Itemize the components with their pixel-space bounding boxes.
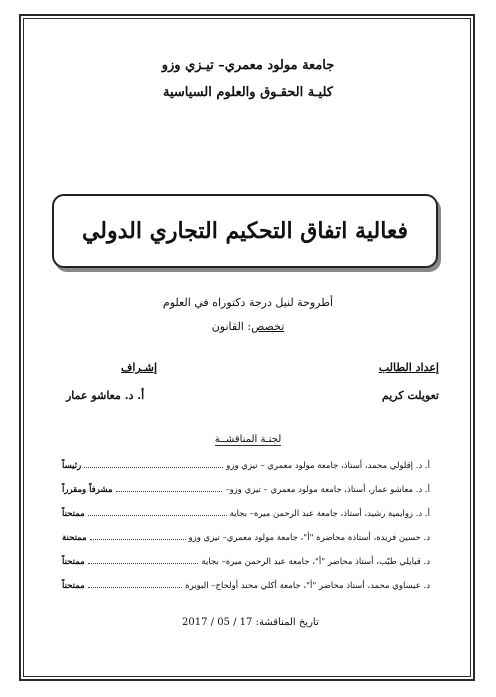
university-name: جامعة مولود معمري– تيـزي وزو bbox=[161, 58, 335, 73]
member-role: ممتحناً bbox=[62, 581, 85, 591]
member-name: أ. د. معاشو عمار، أستاذ، جامعة مولود معمري – تيزي وزو– bbox=[225, 485, 430, 495]
specialty-label: تخصص bbox=[251, 320, 285, 333]
member-name: د. حسين فريدة، أستاذة محاضرة "أ"، جامعة مولود معمري– تيزي وزو bbox=[188, 533, 430, 543]
dotted-leader bbox=[90, 539, 186, 540]
member-name: د. عيساوي محمد، أستاذ محاضر "أ"، جامعة أكلي محند أولحاج– البويرة bbox=[185, 581, 430, 591]
committee-title bbox=[0, 434, 496, 445]
dotted-leader bbox=[88, 563, 199, 564]
dotted-leader bbox=[88, 587, 182, 588]
specialty-value: : القانون bbox=[211, 320, 252, 333]
defense-date: تاريخ المناقشة: 17 / 05 / 2017 bbox=[182, 617, 319, 628]
committee-member-row bbox=[62, 553, 430, 567]
member-role: ممتحنة bbox=[62, 533, 87, 543]
member-name: أ. د. إقلولي محمد، أستاذ، جامعة مولود معمري – تيزي وزو bbox=[226, 461, 430, 471]
supervision-label: إشـراف bbox=[121, 361, 158, 374]
member-role: ممتحناً bbox=[62, 557, 85, 567]
dotted-leader bbox=[116, 491, 223, 492]
member-role: مشرفاً ومقرراً bbox=[62, 485, 113, 495]
member-role: رئيساً bbox=[62, 461, 82, 471]
thesis-subtitle: أطروحة لنيل درجة دكتوراه في العلوم bbox=[162, 296, 334, 309]
student-name: تعويلت كريم bbox=[381, 389, 439, 402]
committee-member-row bbox=[62, 577, 430, 591]
member-role: ممتحناً bbox=[62, 509, 85, 519]
dotted-leader bbox=[84, 467, 223, 468]
prepared-by-label: إعداد الطالب bbox=[378, 361, 439, 374]
thesis-title-box bbox=[52, 194, 438, 268]
committee-title-text: لجنـة المناقشــة bbox=[214, 434, 282, 445]
faculty-name: كليـة الحقـوق والعلوم السياسية bbox=[163, 85, 333, 100]
supervisor-name: أ. د. معاشو عمار bbox=[66, 389, 145, 402]
committee-member-row bbox=[62, 529, 430, 543]
member-name: د. قبايلي طيّب، أستاذ محاضر "أ"، جامعة عبد الرحمن ميرة– بجاية bbox=[201, 557, 430, 567]
committee-member-row bbox=[62, 457, 430, 471]
committee-member-row bbox=[62, 481, 430, 495]
member-name: أ. د. زوايمية رشيد، أستاذ، جامعة عبد الرحمن ميرة– بجاية bbox=[229, 509, 430, 519]
committee-member-row bbox=[62, 505, 430, 519]
specialty-line bbox=[0, 320, 496, 333]
thesis-title: فعالية اتفاق التحكيم التجاري الدولي bbox=[81, 218, 409, 244]
dotted-leader bbox=[88, 515, 227, 516]
